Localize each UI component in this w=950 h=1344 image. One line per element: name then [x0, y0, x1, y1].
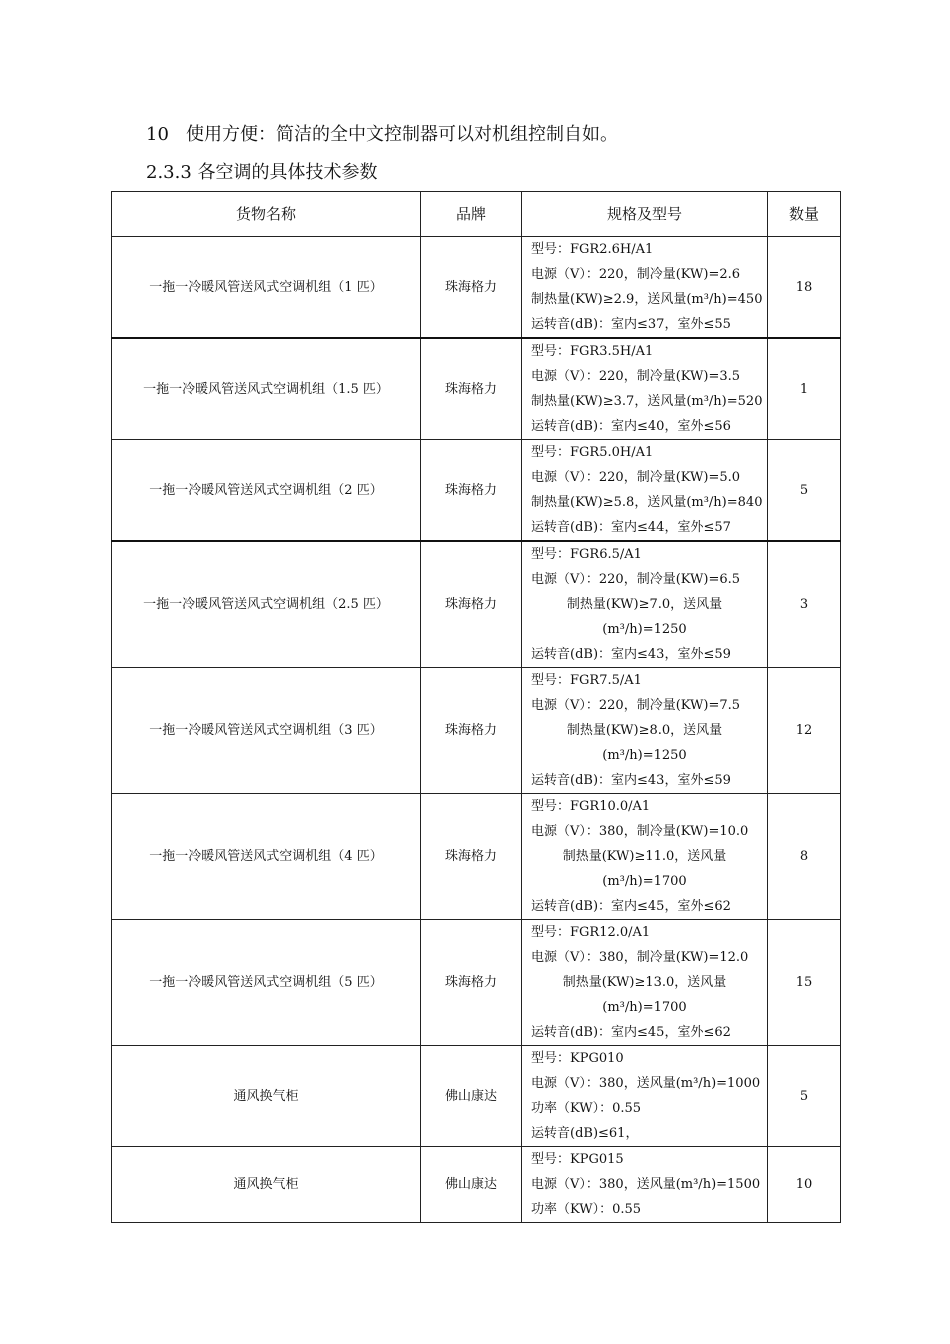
cell-qty: 5	[768, 440, 841, 542]
intro-number: 10	[146, 124, 169, 145]
cell-spec	[522, 668, 768, 794]
spec-line: 型号：FGR6.5/A1	[531, 547, 642, 562]
table-row	[112, 668, 841, 794]
spec-line: 电源（V）：380，送风量(m³/h)=1000	[531, 1076, 761, 1091]
table-row	[112, 1147, 841, 1223]
spec-line: 运转音(dB)：室内≤37，室外≤55	[531, 317, 731, 332]
spec-line: 电源（V）：380，制冷量(KW)=10.0	[531, 824, 749, 839]
header-spec: 规格及型号	[522, 192, 768, 237]
cell-name: 一拖一冷暖风管送风式空调机组（3 匹）	[112, 668, 421, 794]
spec-line: 运转音(dB)≤61，	[531, 1126, 639, 1141]
cell-qty: 8	[768, 794, 841, 920]
spec-line: 型号：FGR5.0H/A1	[531, 445, 654, 460]
cell-name: 一拖一冷暖风管送风式空调机组（1 匹）	[112, 237, 421, 339]
cell-name: 通风换气柜	[112, 1046, 421, 1147]
cell-spec	[522, 541, 768, 668]
cell-qty: 1	[768, 338, 841, 440]
spec-line: 运转音(dB)：室内≤45，室外≤62	[531, 1025, 731, 1040]
table-row	[112, 338, 841, 440]
spec-line: 制热量(KW)≥11.0，送风量	[562, 849, 727, 864]
spec-line: 电源（V）：220，制冷量(KW)=2.6	[531, 267, 741, 282]
cell-brand: 珠海格力	[421, 237, 522, 339]
spec-line: 型号：FGR3.5H/A1	[531, 344, 654, 359]
cell-spec	[522, 794, 768, 920]
spec-line: 电源（V）：220，制冷量(KW)=7.5	[531, 698, 741, 713]
spec-line: (m³/h)=1250	[602, 748, 687, 763]
cell-name: 一拖一冷暖风管送风式空调机组（2 匹）	[112, 440, 421, 542]
cell-name: 一拖一冷暖风管送风式空调机组（5 匹）	[112, 920, 421, 1046]
cell-spec	[522, 237, 768, 339]
cell-name: 通风换气柜	[112, 1147, 421, 1223]
cell-qty: 10	[768, 1147, 841, 1223]
spec-line: 电源（V）：220，制冷量(KW)=3.5	[531, 369, 741, 384]
spec-table	[111, 191, 841, 1223]
table-row	[112, 794, 841, 920]
table-row	[112, 440, 841, 542]
cell-brand: 珠海格力	[421, 338, 522, 440]
cell-brand: 珠海格力	[421, 541, 522, 668]
cell-brand: 佛山康达	[421, 1147, 522, 1223]
intro-paragraph	[146, 120, 618, 146]
spec-line: 运转音(dB)：室内≤45，室外≤62	[531, 899, 731, 914]
cell-spec	[522, 1046, 768, 1147]
spec-line: 运转音(dB)：室内≤43，室外≤59	[531, 773, 731, 788]
cell-brand: 珠海格力	[421, 668, 522, 794]
spec-line: 制热量(KW)≥7.0，送风量	[566, 597, 723, 612]
spec-line: 功率（KW）：0.55	[531, 1202, 642, 1217]
header-name: 货物名称	[112, 192, 421, 237]
spec-line: 运转音(dB)：室内≤44，室外≤57	[531, 520, 731, 535]
header-qty: 数量	[768, 192, 841, 237]
spec-line: 电源（V）：220，制冷量(KW)=6.5	[531, 572, 741, 587]
table-row	[112, 920, 841, 1046]
cell-spec	[522, 1147, 768, 1223]
cell-qty: 12	[768, 668, 841, 794]
section-heading: 2.3.3 各空调的具体技术参数	[146, 162, 378, 183]
spec-line: 制热量(KW)≥8.0，送风量	[566, 723, 723, 738]
table-row	[112, 541, 841, 668]
header-brand: 品牌	[421, 192, 522, 237]
table-row	[112, 1046, 841, 1147]
spec-line: 电源（V）：380，送风量(m³/h)=1500	[531, 1177, 761, 1192]
spec-line: (m³/h)=1700	[602, 874, 687, 889]
spec-line: 型号：KPG010	[531, 1051, 624, 1066]
cell-brand: 佛山康达	[421, 1046, 522, 1147]
spec-line: 型号：FGR10.0/A1	[531, 799, 651, 814]
intro-text: 使用方便：简洁的全中文控制器可以对机组控制自如。	[186, 124, 618, 145]
spec-line: 制热量(KW)≥2.9，送风量(m³/h)=450	[531, 292, 763, 307]
table-header-row	[112, 192, 841, 237]
cell-spec	[522, 920, 768, 1046]
cell-brand: 珠海格力	[421, 920, 522, 1046]
spec-line: 型号：FGR12.0/A1	[531, 925, 651, 940]
cell-qty: 3	[768, 541, 841, 668]
cell-spec	[522, 440, 768, 542]
cell-qty: 15	[768, 920, 841, 1046]
spec-line: 电源（V）：380，制冷量(KW)=12.0	[531, 950, 749, 965]
spec-line: (m³/h)=1700	[602, 1000, 687, 1015]
cell-spec	[522, 338, 768, 440]
cell-name: 一拖一冷暖风管送风式空调机组（2.5 匹）	[112, 541, 421, 668]
spec-line: 运转音(dB)：室内≤43，室外≤59	[531, 647, 731, 662]
cell-brand: 珠海格力	[421, 440, 522, 542]
spec-line: 运转音(dB)：室内≤40，室外≤56	[531, 419, 731, 434]
cell-name: 一拖一冷暖风管送风式空调机组（4 匹）	[112, 794, 421, 920]
spec-line: (m³/h)=1250	[602, 622, 687, 637]
spec-line: 型号：FGR7.5/A1	[531, 673, 642, 688]
spec-line: 制热量(KW)≥3.7，送风量(m³/h)=520	[531, 394, 763, 409]
spec-line: 制热量(KW)≥5.8，送风量(m³/h)=840	[531, 495, 763, 510]
cell-brand: 珠海格力	[421, 794, 522, 920]
spec-line: 型号：KPG015	[531, 1152, 624, 1167]
cell-qty: 5	[768, 1046, 841, 1147]
cell-qty: 18	[768, 237, 841, 339]
spec-line: 型号：FGR2.6H/A1	[531, 242, 654, 257]
spec-line: 电源（V）：220，制冷量(KW)=5.0	[531, 470, 741, 485]
spec-line: 功率（KW）：0.55	[531, 1101, 642, 1116]
cell-name: 一拖一冷暖风管送风式空调机组（1.5 匹）	[112, 338, 421, 440]
table-row	[112, 237, 841, 339]
spec-line: 制热量(KW)≥13.0，送风量	[562, 975, 727, 990]
